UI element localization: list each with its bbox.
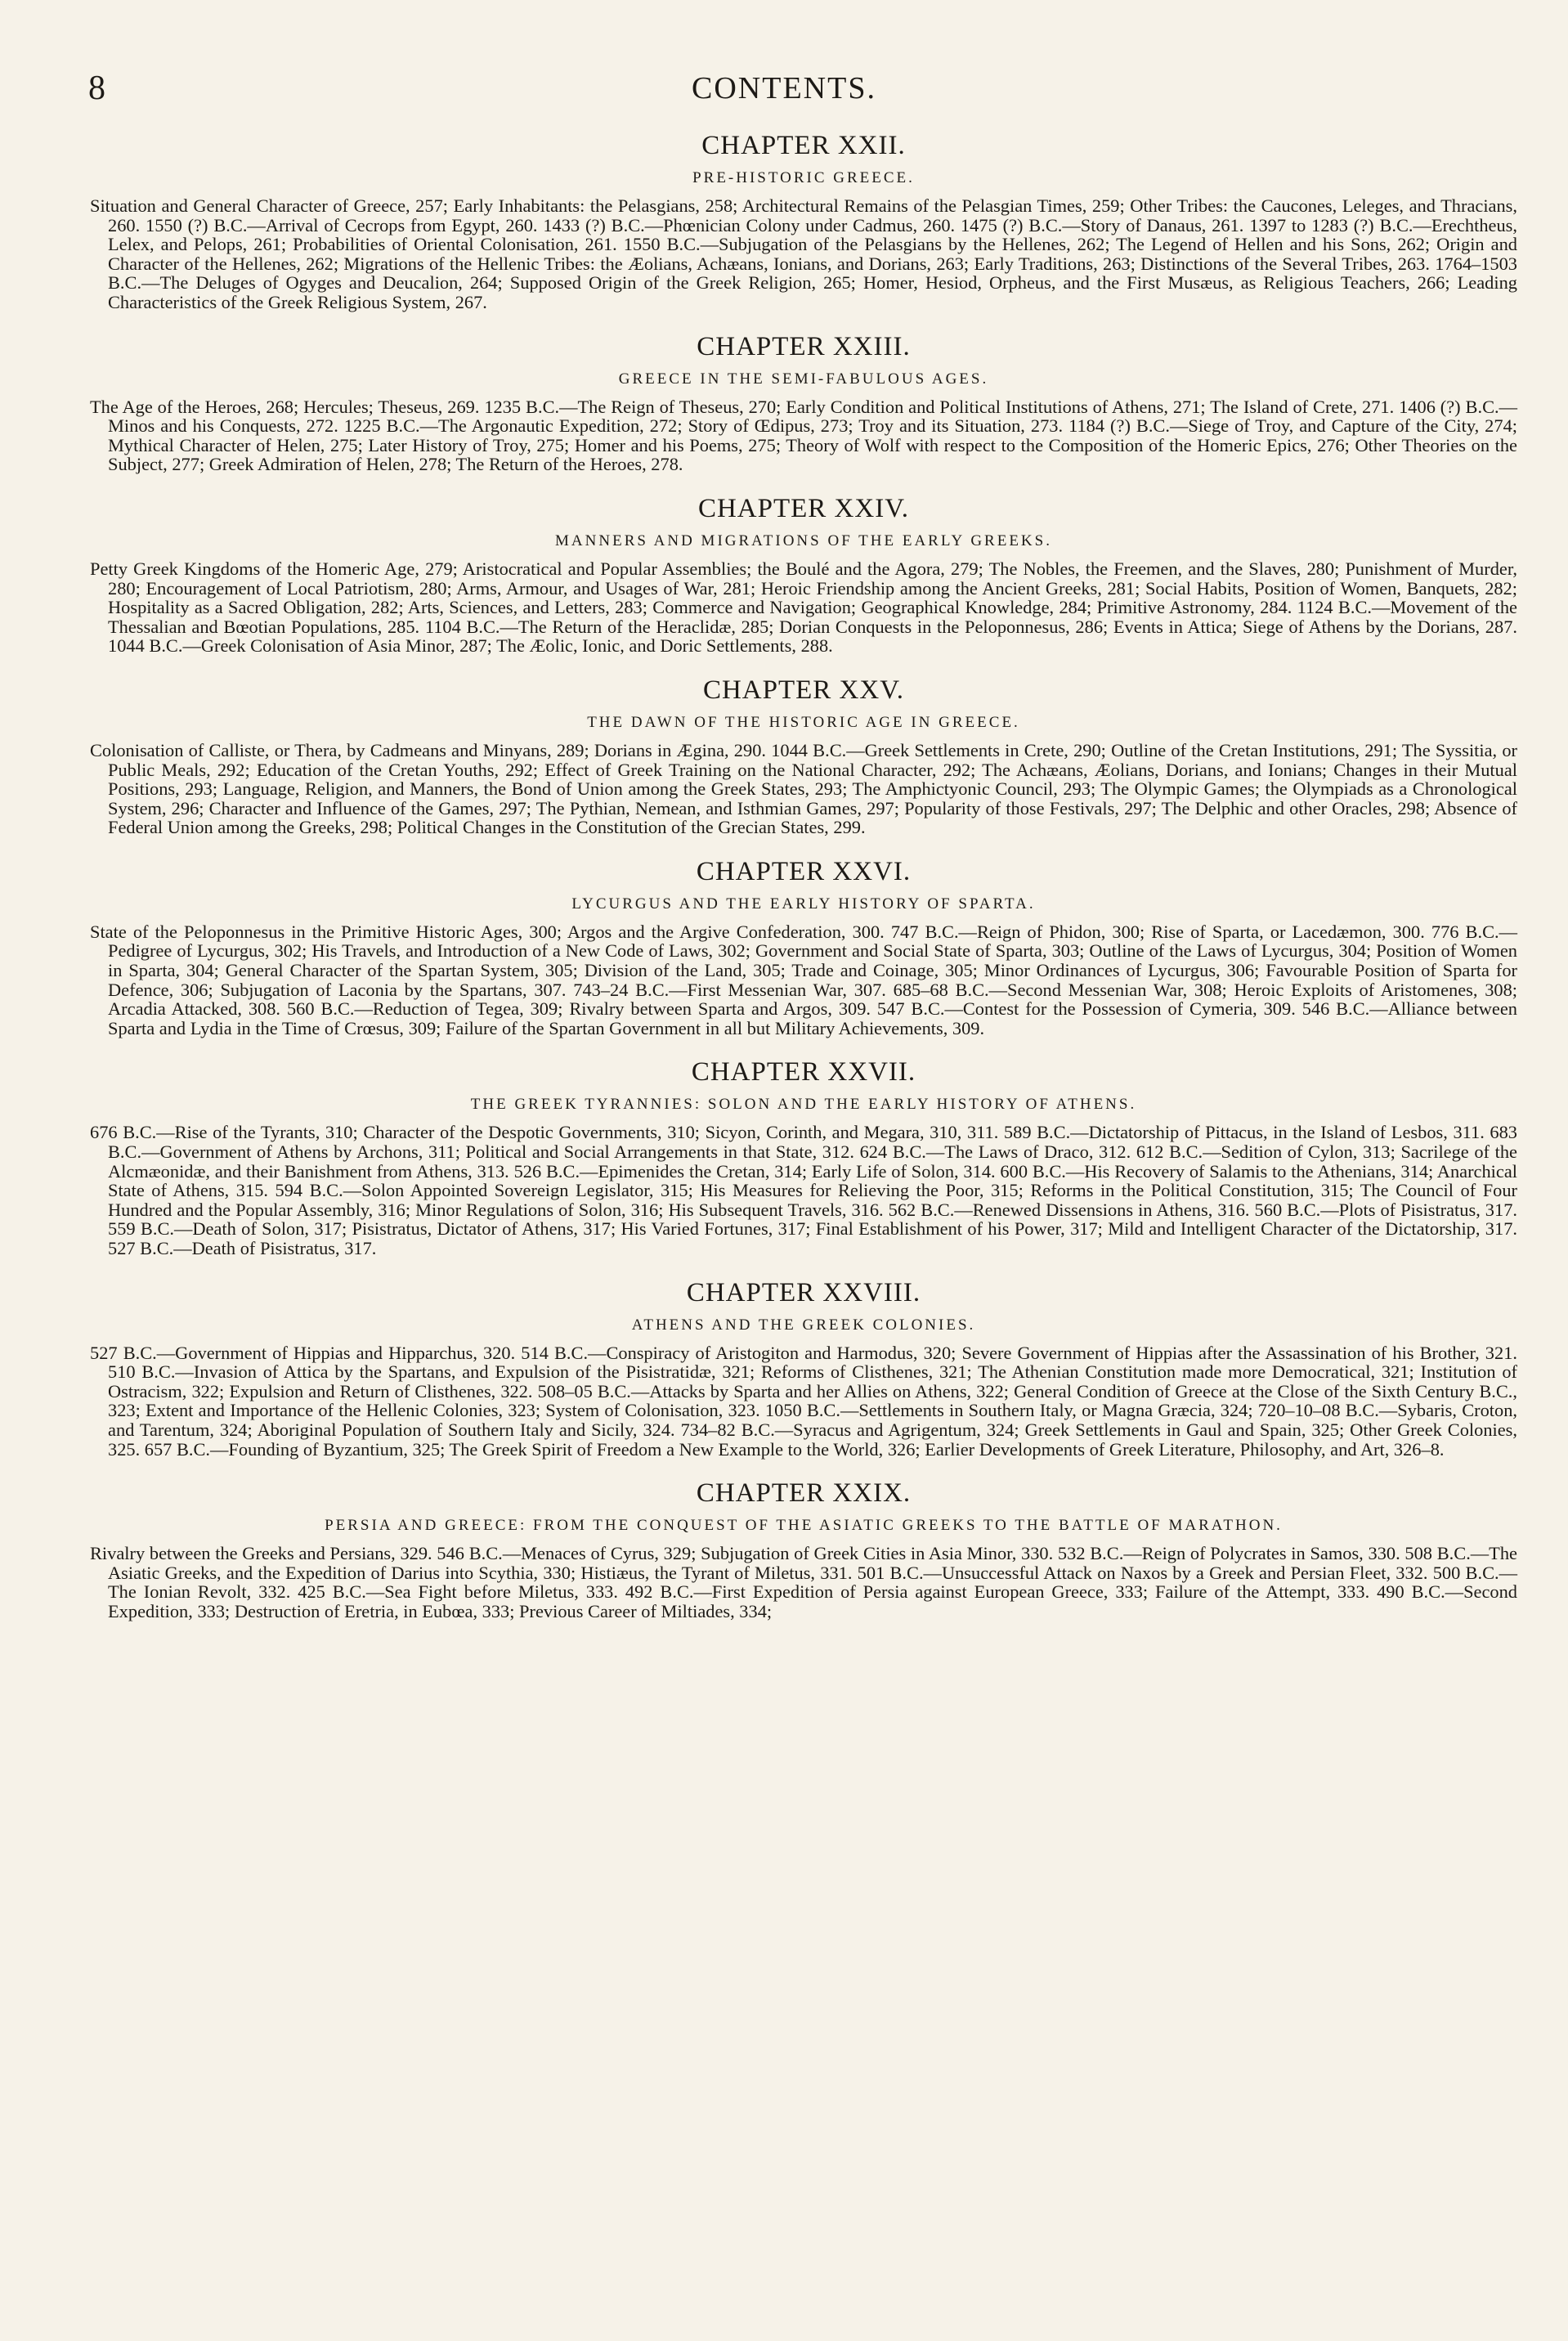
chapter-27 xyxy=(90,1054,1517,1258)
chapter-subtitle: THE GREEK TYRANNIES: SOLON AND THE EARLY HISTORY OF ATHENS. xyxy=(470,1096,1137,1114)
chapter-subtitle: LYCURGUS AND THE EARLY HISTORY OF SPARTA. xyxy=(571,895,1036,913)
chapter-subtitle: ATHENS AND THE GREEK COLONIES. xyxy=(631,1316,976,1334)
chapter-subtitle: MANNERS AND MIGRATIONS OF THE EARLY GREEKS. xyxy=(555,531,1052,549)
page-header xyxy=(82,64,1486,113)
running-head: CONTENTS. xyxy=(692,71,876,105)
chapter-title: CHAPTER XXIII. xyxy=(697,331,911,361)
chapter-subtitle: PRE-HISTORIC GREECE. xyxy=(692,169,915,186)
chapter-summary: 527 B.C.—Government of Hippias and Hipparchus, 320. 514 B.C.—Conspiracy of Aristogiton and Harmodus, 320; Severe Government of Hippias after the Assassination of his Brother, 321. 510 B.C.—Invasion of Attica by the Spartans, and Expulsion of the Pisistratidæ, 321; Reforms of Clisthenes, 321; The Athenian Constitution made more Democratical, 321; Institution of Ostracism, 322; Expulsion and Return of Clisthenes, 322. 508–05 B.C.—Attacks by Sparta and her Allies on Athens, 322; General Condition of Greece at the Close of the Sixth Century B.C., 323; Extent and Importance of the Hellenic Colonies, 323; System of Colonisation, 323. 1050 B.C.—Settlements in Southern Italy, or Magna Græcia, 324; 720–10–08 B.C.—Sybaris, Croton, and Tarentum, 324; Aboriginal Population of Southern Italy and Sicily, 324. 734–82 B.C.—Syracus and Agrigentum, 324; Greek Settlements in Gaul and Spain, 325; Other Greek Colonies, 325. 657 B.C.—Founding of Byzantium, 325; The Greek Spirit of Freedom a New Example to the World, 326; Earlier Developments of Greek Literature, Philosophy, and Art, 326–8. xyxy=(90,1342,1517,1460)
chapter-title: CHAPTER XXIV. xyxy=(697,493,910,523)
chapter-summary: Petty Greek Kingdoms of the Homeric Age, 279; Aristocratical and Popular Assemblies; the Boulé and the Agora, 279; The Nobles, the Freemen, and the Slaves, 280; Punishment of Murder, 280; Encouragement of Local Patriotism, 280; Arms, Armour, and Usages of War, 281; Heroic Friendship among the Ancient Greeks, 281; Social Habits, Position of Women, Banquets, 282; Hospitality as a Sacred Obligation, 282; Arts, Sciences, and Letters, 283; Commerce and Navigation; Geographical Knowledge, 284; Primitive Astronomy, 284. 1124 B.C.—Movement of the Thessalian and Bœotian Populations, 285. 1104 B.C.—The Return of the Heraclidæ, 285; Dorian Conquests in the Peloponnesus, 286; Events in Attica; Siege of Athens by the Dorians, 287. 1044 B.C.—Greek Colonisation of Asia Minor, 287; The Æolic, Ionic, and Doric Settlements, 288. xyxy=(90,558,1517,657)
contents-list xyxy=(90,123,1517,1638)
chapter-summary: 676 B.C.—Rise of the Tyrants, 310; Character of the Despotic Governments, 310; Sicyon, Corinth, and Megara, 310, 311. 589 B.C.—Dictatorship of Pittacus, in the Island of Lesbos, 311. 683 B.C.—Government of Athens by Archons, 311; Political and Social Arrangements in that State, 312. 624 B.C.—The Laws of Draco, 312. 612 B.C.—Sedition of Cylon, 313; Sacrilege of the Alcmæonidæ, and their Banishment from Athens, 313. 526 B.C.—Epimenides the Cretan, 314; Early Life of Solon, 314. 600 B.C.—His Recovery of Salamis to the Athenians, 314; Anarchical State of Athens, 315. 594 B.C.—Solon Appointed Sovereign Legislator, 315; His Measures for Relieving the Poor, 315; Reforms in the Political Constitution, 315; The Council of Four Hundred and the Popular Assembly, 316; Minor Regulations of Solon, 316; His Subsequent Travels, 316. 562 B.C.—Renewed Dissensions in Athens, 316. 560 B.C.—Plots of Pisistratus, 317. 559 B.C.—Death of Solon, 317; Pisistratus, Dictator of Athens, 317; His Varied Fortunes, 317; Final Establishment of his Power, 317; Mild and Intelligent Character of the Dictatorship, 317. 527 B.C.—Death of Pisistratus, 317. xyxy=(90,1122,1517,1258)
chapter-summary: The Age of the Heroes, 268; Hercules; Theseus, 269. 1235 B.C.—The Reign of Theseus, 270; Early Condition and Political Institutions of Athens, 271; The Island of Crete, 271. 1406 (?) B.C.—Minos and his Conquests, 272. 1225 B.C.—The Argonautic Expedition, 272; Story of Œdipus, 273; Troy and its Situation, 273. 1184 (?) B.C.—Siege of Troy, and Capture of the City, 274; Mythical Character of Helen, 275; Later History of Troy, 275; Homer and his Poems, 275; Theory of Wolf with respect to the Composition of the Homeric Epics, 276; Other Theories on the Subject, 277; Greek Admiration of Helen, 278; The Return of the Heroes, 278. xyxy=(90,396,1517,475)
chapter-subtitle: PERSIA AND GREECE: FROM THE CONQUEST OF THE ASIATIC GREEKS TO THE BATTLE OF MARATHON. xyxy=(325,1517,1283,1535)
chapter-subtitle: GREECE IN THE SEMI-FABULOUS AGES. xyxy=(618,370,989,388)
chapter-summary: State of the Peloponnesus in the Primitive Historic Ages, 300; Argos and the Argive Confederation, 300. 747 B.C.—Reign of Phidon, 300; Rise of Sparta, or Lacedæmon, 300. 776 B.C.—Pedigree of Lycurgus, 302; His Travels, and Introduction of a New Code of Laws, 302; Government and Social State of Sparta, 303; Outline of the Laws of Lycurgus, 304; Position of Women in Sparta, 304; General Character of the Spartan System, 305; Division of the Land, 305; Trade and Coinage, 305; Minor Ordinances of Lycurgus, 306; Favourable Position of Sparta for Defence, 306; Subjugation of Laconia by the Spartans, 307. 743–24 B.C.—First Messenian War, 307. 685–68 B.C.—Second Messenian War, 308; Heroic Exploits of Aristomenes, 308; Arcadia Attacked, 308. 560 B.C.—Reduction of Tegea, 309; Rivalry between Sparta and Argos, 309. 547 B.C.—Contest for the Possession of Cymeria, 309. 546 B.C.—Alliance between Sparta and Lydia in the Time of Crœsus, 309; Failure of the Spartan Government in all but Military Achievements, 309. xyxy=(90,921,1517,1038)
chapter-summary: Situation and General Character of Greece, 257; Early Inhabitants: the Pelasgians, 258; Architectural Remains of the Pelasgian Times, 259; Other Tribes: the Caucones, Leleges, and Thracians, 260. 1550 (?) B.C.—Arrival of Cecrops from Egypt, 260. 1433 (?) B.C.—Phœnician Colony under Cadmus, 260. 1475 (?) B.C.—Story of Danaus, 261. 1397 to 1283 (?) B.C.—Erechtheus, Lelex, and Pelops, 261; Probabilities of Oriental Colonisation, 261. 1550 B.C.—Subjugation of the Pelasgians by the Hellenes, 262; The Legend of Hellen and his Sons, 262; Origin and Character of the Hellenes, 262; Migrations of the Hellenic Tribes: the Æolians, Achæans, Ionians, and Dorians, 263; Early Traditions, 263; Distinctions of the Several Tribes, 263. 1764–1503 B.C.—The Deluges of Ogyges and Deucalion, 264; Supposed Origin of the Greek Religion, 265; Homer, Hesiod, Orpheus, and the First Musæus, as Religious Teachers, 266; Leading Characteristics of the Greek Religious System, 267. xyxy=(90,195,1517,312)
chapter-title: CHAPTER XXII. xyxy=(701,131,906,160)
chapter-25 xyxy=(90,672,1517,837)
chapter-title: CHAPTER XXVII. xyxy=(691,1057,916,1088)
chapter-title: CHAPTER XXVI. xyxy=(696,856,912,886)
chapter-summary: Rivalry between the Greeks and Persians, 329. 546 B.C.—Menaces of Cyrus, 329; Subjugation of Greek Cities in Asia Minor, 330. 532 B.C.—Reign of Polycrates in Samos, 330. 508 B.C.—The Asiatic Greeks, and the Expedition of Darius into Scythia, 330; Histiæus, the Tyrant of Miletus, 331. 501 B.C.—Unsuccessful Attack on Naxos by a Greek and Persian Fleet, 332. 500 B.C.—The Ionian Revolt, 332. 425 B.C.—Sea Fight before Miletus, 333. 492 B.C.—First Expedition of Persia against European Greece, 333; Failure of the Attempt, 333. 490 B.C.—Second Expedition, 333; Destruction of Eretria, in Eubœa, 333; Previous Career of Miltiades, 334; xyxy=(90,1543,1517,1621)
chapter-title: CHAPTER XXV. xyxy=(702,675,905,705)
chapter-title: CHAPTER XXVIII. xyxy=(686,1277,921,1307)
chapter-22 xyxy=(90,128,1517,312)
chapter-28 xyxy=(90,1275,1517,1460)
chapter-26 xyxy=(90,854,1517,1038)
chapter-24 xyxy=(90,491,1517,656)
chapter-subtitle: THE DAWN OF THE HISTORIC AGE IN GREECE. xyxy=(587,713,1020,731)
chapter-23 xyxy=(90,329,1517,474)
chapter-title: CHAPTER XXIX. xyxy=(696,1478,912,1509)
page-number: 8 xyxy=(88,70,105,107)
chapter-29 xyxy=(90,1475,1517,1621)
chapter-summary: Colonisation of Calliste, or Thera, by Cadmeans and Minyans, 289; Dorians in Ægina, 290. 1044 B.C.—Greek Settlements in Crete, 290; Outline of the Cretan Institutions, 291; The Syssitia, or Public Meals, 292; Education of the Cretan Youths, 292; Effect of Greek Training on the National Character, 292; The Achæans, Æolians, Dorians, and Ionians; Changes in their Mutual Positions, 293; Language, Religion, and Manners, the Bond of Union among the Greek States, 293; The Amphictyonic Council, 293; The Olympic Games; the Olympiads as a Chronological System, 296; Character and Influence of the Games, 297; The Pythian, Nemean, and Isthmian Games, 297; Popularity of those Festivals, 297; The Delphic and other Oracles, 298; Absence of Federal Union among the Greeks, 298; Political Changes in the Constitution of the Grecian States, 299. xyxy=(90,739,1517,838)
